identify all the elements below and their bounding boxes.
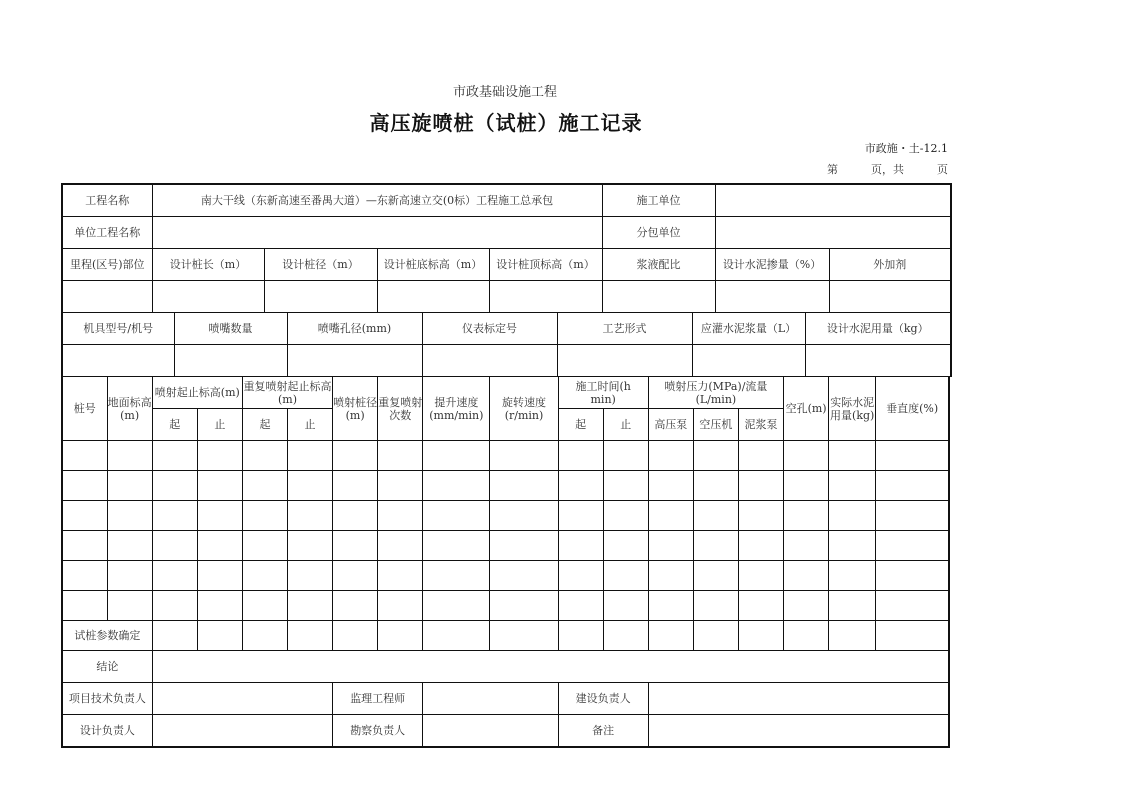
record-cell[interactable] [378, 561, 423, 591]
record-cell[interactable] [784, 501, 829, 531]
nozzle-count-field[interactable] [174, 345, 287, 377]
unit-project-field[interactable] [152, 216, 602, 248]
table-row [62, 591, 949, 621]
trial-cell[interactable] [242, 621, 287, 651]
record-cell[interactable] [693, 441, 738, 471]
record-cell[interactable] [490, 531, 558, 561]
record-cell[interactable] [648, 441, 693, 471]
record-cell[interactable] [62, 591, 107, 621]
equipment-table [61, 312, 952, 377]
table-row [62, 501, 949, 531]
record-cell[interactable] [423, 591, 490, 621]
cement-content-label: 设计水泥掺量（%） [715, 248, 829, 280]
record-cell[interactable] [784, 591, 829, 621]
record-cell[interactable] [197, 591, 242, 621]
trial-cell[interactable] [693, 621, 738, 651]
record-cell[interactable] [738, 531, 783, 561]
survey-lead-field[interactable] [423, 715, 558, 747]
nozzle-diameter-field[interactable] [287, 345, 422, 377]
record-cell[interactable] [829, 561, 876, 591]
jet-diameter-header: 喷射桩径(m) [333, 377, 378, 441]
record-cell[interactable] [784, 531, 829, 561]
record-cell[interactable] [287, 561, 332, 591]
record-cell[interactable] [378, 531, 423, 561]
rejet-times-header: 重复喷射次数 [378, 377, 423, 441]
pile-bottom-label: 设计桩底标高（m） [377, 248, 489, 280]
pressure-header: 喷射压力(MPa)/流量(L/min) [648, 377, 783, 409]
construction-unit-field[interactable] [715, 184, 951, 216]
pile-top-label: 设计桩顶标高（m） [489, 248, 602, 280]
record-cell[interactable] [490, 471, 558, 501]
conclusion-field[interactable] [152, 651, 949, 683]
record-cell[interactable] [197, 441, 242, 471]
owner-lead-label: 建设负责人 [558, 683, 648, 715]
record-cell[interactable] [287, 471, 332, 501]
record-cell[interactable] [603, 471, 648, 501]
record-cell[interactable] [242, 591, 287, 621]
pile-length-field[interactable] [152, 280, 264, 312]
record-cell[interactable] [287, 501, 332, 531]
pile-top-field[interactable] [489, 280, 602, 312]
record-cell[interactable] [333, 561, 378, 591]
record-cell[interactable] [333, 591, 378, 621]
record-cell[interactable] [784, 441, 829, 471]
admixture-label: 外加剂 [829, 248, 951, 280]
record-cell[interactable] [603, 591, 648, 621]
slurry-amount-label: 应灌水泥浆量（L） [692, 313, 805, 345]
tech-lead-label: 项目技术负责人 [62, 683, 152, 715]
record-cell[interactable] [693, 531, 738, 561]
cement-content-field[interactable] [715, 280, 829, 312]
record-cell[interactable] [287, 591, 332, 621]
rejet-start-header: 起 [242, 409, 287, 441]
record-cell[interactable] [107, 501, 152, 531]
record-cell[interactable] [603, 441, 648, 471]
nozzle-diameter-label: 喷嘴孔径(mm) [287, 313, 422, 345]
jet-end-header: 止 [197, 409, 242, 441]
trial-cell[interactable] [287, 621, 332, 651]
trial-cell[interactable] [197, 621, 242, 651]
record-cell[interactable] [107, 561, 152, 591]
data-rows [62, 441, 949, 621]
jet-elev-header: 喷射起止标高(m) [152, 377, 242, 409]
record-cell[interactable] [693, 471, 738, 501]
trial-cell[interactable] [423, 621, 490, 651]
record-cell[interactable] [648, 561, 693, 591]
record-cell[interactable] [738, 501, 783, 531]
mileage-field[interactable] [62, 280, 152, 312]
record-cell[interactable] [62, 441, 107, 471]
record-cell[interactable] [242, 441, 287, 471]
trial-cell[interactable] [784, 621, 829, 651]
record-cell[interactable] [242, 471, 287, 501]
cement-amount-field[interactable] [805, 345, 951, 377]
nozzle-count-label: 喷嘴数量 [174, 313, 287, 345]
record-cell[interactable] [558, 531, 603, 561]
record-cell[interactable] [378, 501, 423, 531]
ground-elev-header: 地面标高(m) [107, 377, 152, 441]
construction-unit-label: 施工单位 [602, 184, 715, 216]
trial-cell[interactable] [603, 621, 648, 651]
record-cell[interactable] [152, 591, 197, 621]
record-cell[interactable] [558, 441, 603, 471]
machine-label: 机具型号/机号 [62, 313, 174, 345]
record-cell[interactable] [648, 471, 693, 501]
record-cell[interactable] [829, 501, 876, 531]
record-cell[interactable] [333, 531, 378, 561]
jet-start-header: 起 [152, 409, 197, 441]
record-cell[interactable] [490, 501, 558, 531]
project-name-value[interactable]: 南大干线（东新高速至番禺大道）—东新高速立交(0标）工程施工总承包 [152, 184, 602, 216]
record-cell[interactable] [423, 441, 490, 471]
record-cell[interactable] [197, 561, 242, 591]
trial-cell[interactable] [558, 621, 603, 651]
record-cell[interactable] [62, 501, 107, 531]
record-cell[interactable] [152, 531, 197, 561]
record-cell[interactable] [558, 561, 603, 591]
record-cell[interactable] [738, 561, 783, 591]
record-cell[interactable] [62, 471, 107, 501]
record-cell[interactable] [876, 591, 949, 621]
record-cell[interactable] [876, 531, 949, 561]
remarks-field[interactable] [648, 715, 949, 747]
record-cell[interactable] [152, 501, 197, 531]
trial-cell[interactable] [829, 621, 876, 651]
pile-diameter-label: 设计桩径（m） [264, 248, 377, 280]
record-cell[interactable] [829, 471, 876, 501]
subcontract-field[interactable] [715, 216, 951, 248]
record-cell[interactable] [242, 561, 287, 591]
record-cell[interactable] [603, 561, 648, 591]
form-code: 市政施・土-12.1 [864, 142, 948, 155]
trial-cell[interactable] [490, 621, 558, 651]
record-cell[interactable] [242, 501, 287, 531]
record-cell[interactable] [197, 501, 242, 531]
slurry-ratio-field[interactable] [602, 280, 715, 312]
trial-cell[interactable] [378, 621, 423, 651]
pile-bottom-field[interactable] [377, 280, 489, 312]
cement-amount-label: 设计水泥用量（kg） [805, 313, 951, 345]
record-cell[interactable] [603, 501, 648, 531]
pile-record-table [61, 376, 950, 748]
record-cell[interactable] [829, 441, 876, 471]
record-cell[interactable] [62, 531, 107, 561]
design-lead-field[interactable] [152, 715, 332, 747]
record-cell[interactable] [333, 471, 378, 501]
slurry-amount-field[interactable] [692, 345, 805, 377]
trial-cell[interactable] [333, 621, 378, 651]
owner-lead-field[interactable] [648, 683, 949, 715]
trial-cell[interactable] [738, 621, 783, 651]
record-cell[interactable] [784, 561, 829, 591]
record-cell[interactable] [287, 531, 332, 561]
project-name-label: 工程名称 [62, 184, 152, 216]
record-cell[interactable] [197, 471, 242, 501]
record-cell[interactable] [107, 441, 152, 471]
project-info-table [61, 183, 952, 313]
record-cell[interactable] [876, 501, 949, 531]
air-comp-header: 空压机 [693, 409, 738, 441]
form-subtitle: 市政基础设施工程 [452, 85, 557, 100]
record-cell[interactable] [107, 471, 152, 501]
record-cell[interactable] [423, 531, 490, 561]
record-cell[interactable] [738, 441, 783, 471]
remarks-label: 备注 [558, 715, 648, 747]
record-cell[interactable] [784, 471, 829, 501]
admixture-field[interactable] [829, 280, 951, 312]
process-type-label: 工艺形式 [557, 313, 692, 345]
record-cell[interactable] [107, 531, 152, 561]
record-cell[interactable] [648, 531, 693, 561]
table-row [62, 531, 949, 561]
record-cell[interactable] [693, 501, 738, 531]
rejet-elev-header: 重复喷射起止标高(m) [242, 377, 332, 409]
record-cell[interactable] [333, 501, 378, 531]
mud-pump-header: 泥浆泵 [738, 409, 783, 441]
hp-pump-header: 高压泵 [648, 409, 693, 441]
verticality-header: 垂直度(%) [876, 377, 949, 441]
supervisor-label: 监理工程师 [333, 683, 423, 715]
record-cell[interactable] [490, 591, 558, 621]
actual-cement-header: 实际水泥用量(kg) [829, 377, 876, 441]
pile-no-header: 桩号 [62, 377, 107, 441]
page-info: 第 页，共 页 [827, 163, 948, 176]
record-cell[interactable] [197, 531, 242, 561]
table-row [62, 471, 949, 501]
mileage-label: 里程(区号)部位 [62, 248, 152, 280]
supervisor-field[interactable] [423, 683, 558, 715]
trial-cell[interactable] [876, 621, 949, 651]
time-header: 施工时间(h min) [558, 377, 648, 409]
form-title: 高压旋喷桩（试桩）施工记录 [369, 111, 643, 135]
conclusion-label: 结论 [62, 651, 152, 683]
record-cell[interactable] [876, 561, 949, 591]
record-cell[interactable] [693, 561, 738, 591]
record-cell[interactable] [558, 501, 603, 531]
record-cell[interactable] [152, 561, 197, 591]
pile-length-label: 设计桩长（m） [152, 248, 264, 280]
survey-lead-label: 勘察负责人 [333, 715, 423, 747]
record-cell[interactable] [738, 591, 783, 621]
record-cell[interactable] [378, 471, 423, 501]
meter-no-label: 仪表标定号 [422, 313, 557, 345]
machine-field[interactable] [62, 345, 174, 377]
trial-cell[interactable] [152, 621, 197, 651]
meter-no-field[interactable] [422, 345, 557, 377]
record-cell[interactable] [62, 561, 107, 591]
record-cell[interactable] [423, 561, 490, 591]
record-cell[interactable] [876, 441, 949, 471]
lift-speed-header: 提升速度(mm/min) [423, 377, 490, 441]
record-cell[interactable] [876, 471, 949, 501]
record-cell[interactable] [738, 471, 783, 501]
subcontract-label: 分包单位 [602, 216, 715, 248]
record-cell[interactable] [490, 441, 558, 471]
record-cell[interactable] [829, 531, 876, 561]
rotate-speed-header: 旋转速度(r/min) [490, 377, 558, 441]
record-cell[interactable] [152, 441, 197, 471]
pile-diameter-field[interactable] [264, 280, 377, 312]
time-start-header: 起 [558, 409, 603, 441]
record-cell[interactable] [829, 591, 876, 621]
unit-project-label: 单位工程名称 [62, 216, 152, 248]
tech-lead-field[interactable] [152, 683, 332, 715]
trial-cell[interactable] [648, 621, 693, 651]
record-cell[interactable] [287, 441, 332, 471]
record-cell[interactable] [648, 591, 693, 621]
slurry-ratio-label: 浆液配比 [602, 248, 715, 280]
table-row [62, 561, 949, 591]
record-cell[interactable] [490, 561, 558, 591]
record-cell[interactable] [378, 441, 423, 471]
record-cell[interactable] [693, 591, 738, 621]
record-cell[interactable] [242, 531, 287, 561]
empty-hole-header: 空孔(m) [784, 377, 829, 441]
record-cell[interactable] [558, 591, 603, 621]
trial-params-label: 试桩参数确定 [62, 621, 152, 651]
design-lead-label: 设计负责人 [62, 715, 152, 747]
record-cell[interactable] [333, 441, 378, 471]
record-cell[interactable] [423, 501, 490, 531]
table-row [62, 441, 949, 471]
record-cell[interactable] [423, 471, 490, 501]
record-cell[interactable] [603, 531, 648, 561]
rejet-end-header: 止 [287, 409, 332, 441]
process-type-field[interactable] [557, 345, 692, 377]
record-cell[interactable] [378, 591, 423, 621]
record-cell[interactable] [107, 591, 152, 621]
record-cell[interactable] [152, 471, 197, 501]
record-cell[interactable] [648, 501, 693, 531]
record-cell[interactable] [558, 471, 603, 501]
time-end-header: 止 [603, 409, 648, 441]
